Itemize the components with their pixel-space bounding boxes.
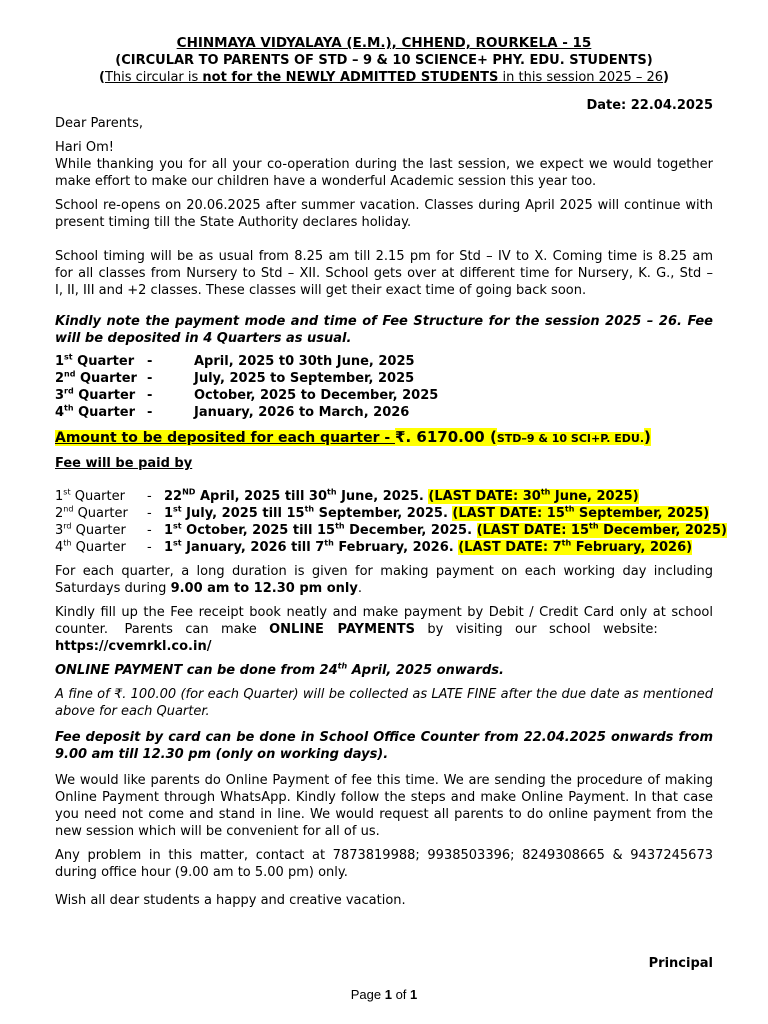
online-payment-note: ONLINE PAYMENT can be done from 24th April, 2025 onwards. [55,661,504,678]
fee-note-line2: will be deposited in 4 Quarters as usual. [55,331,352,346]
amount-line: Amount to be deposited for each quarter - ₹. 6170.00 (STD–9 & 10 SCI+P. EDU.) [55,428,651,446]
fine-note-line1: A fine of ₹. 100.00 (for each Quarter) will be collected as LATE FINE after the due date as mentioned [55,687,713,702]
para6-line3: you need not come and stand in line. We would request all parents to do online payment from the [55,807,713,822]
para6-line1: We would like parents do Online Payment of fee this time. We are sending the procedure of making [55,773,713,788]
page-footer: Page 1 of 1 [350,987,418,1002]
last-date-badge: (LAST DATE: 15th December, 2025) [476,521,727,538]
last-date-badge: (LAST DATE: 15th September, 2025) [452,504,710,521]
fine-note-line2: above for each Quarter. [55,704,210,719]
para3-line3: I, II, III and +2 classes. These classes will get their exact time of going back soon. [55,283,587,298]
salutation: Dear Parents, [55,116,143,131]
para5-line1: Kindly fill up the Fee receipt book neatly and make payment by Debit / Credit Card only at school [55,605,713,620]
fee-paid-by-heading: Fee will be paid by [55,456,193,471]
signature: Principal [648,956,713,971]
card-note-line2: 9.00 am till 12.30 pm (only on working days). [55,747,389,762]
para7-line1: Any problem in this matter, contact at 7873819988; 9938503396; 8249308665 & 9437245673 [55,848,713,863]
para2-line1: School re-opens on 20.06.2025 after summer vacation. Classes during April 2025 will continue with [55,198,713,213]
para3-line1: School timing will be as usual from 8.25 am till 2.15 pm for Std – IV to X. Coming time is 8.25 am [55,249,713,264]
para3-line2: for all classes from Nursery to Std – XII. School gets over at different time for Nursery, K. G., Std – [55,266,713,281]
para6-line4: new session which will be convenient for all of us. [55,824,380,839]
para1-line2: make effort to make our children have a wonderful Academic session this year too. [55,174,597,189]
last-date-badge: (LAST DATE: 7th February, 2026) [458,538,693,555]
closing-wish: Wish all dear students a happy and creative vacation. [55,893,406,908]
para5-line2: counter. Parents can make ONLINE PAYMENTS by visiting our school website: [55,622,658,637]
circular-page: CHINMAYA VIDYALAYA (E.M.), CHHEND, ROURKELA - 15 (CIRCULAR TO PARENTS OF STD – 9 & 10 SCIENCE+ PHY. EDU. STUDENTS) (This circular is not for the NEWLY ADMITTED STUDENTS in this session 2025 – 26) Date: 22.04.2025 Dear Parents, Hari Om! While thanking you for all your co-operation during the last session, we expect we would together make effort to make our children have a wonderful Academic session this year too. School re-opens on 20.06.2025 after summer vacation. Classes during April 2025 will continue with present timing till the State Authority declares holiday. School timing will be as usual from 8.25 am till 2.15 pm for Std – IV to X. Coming time is 8.25 am for all classes from Nursery to Std – XII. School gets over at different time for Nursery, K. G., Std – I, II, III and +2 classes. These classes will get their exact time of going back soon. Kindly note the payment mode and time of Fee Structure for the session 2025 – 26. Fee will be deposited in 4 Quarters as usual. 1st Quarter - April, 2025 t0 30th June, 2025 2nd Quarter - July, 2025 to September, 2025 3rd Quarter - October, 2025 to December, 2025 4th Quarter - January, 2026 to March, 2026 Amount to be deposited for each quarter - ₹. 6170.00 (STD–9 & 10 SCI+P. EDU.) Fee will be paid by 1st Quarter - 22ND April, 2025 till 30th June, 2025. (LAST DATE: 30th June, 2025) 2nd Quarter - 1st July, 2025 till 15th September, 2025. (LAST DATE: 15th September, 2025) 3rd Quarter - 1st October, 2025 till 15th December, 2025. (LAST DATE: 15th December, 2025) 4th Quarter - 1st January, 2026 till 7th February, 2026. (LAST DATE: 7th February, 2026) For each quarter, a long duration is given for making payment on each working day including Saturdays during 9.00 am to 12.30 pm only. Kindly fill up the Fee receipt book neatly and make payment by Debit / Credit Card only at school counter. Parents can make ONLINE PAYMENTS by visiting our school website: https://cvemrkl.co.in/ ONLINE PAYMENT can be done from 24th April, 2025 onwards. A fine of ₹. 100.00 (for each Quarter) will be collected as LATE FINE after the due date as mentioned above for each Quarter. Fee deposit by card can be done in School Office Counter from 22.04.2025 onwards from 9.00 am till 12.30 pm (only on working days). We would like parents do Online Payment of fee this time. We are sending the procedure of making Online Payment through WhatsApp. Kindly follow the steps and make Online Payment. In that case you need not come and stand in line. We would request all parents to do online payment from the new session which will be convenient for all of us. Any problem in this matter, contact at 7873819988; 9938503396; 8249308665 & 9437245673 during office hour (9.00 am to 5.00 pm) only. Wish all dear students a happy and creative vacation. Principal Page 1 of 1 [0,0,768,1024]
para6-line2: Online Payment through WhatsApp. Kindly follow the steps and make Online Payment. In that case [55,790,713,805]
amount-value: ₹. 6170.00 ( [395,428,497,446]
para1-line1: While thanking you for all your co-operation during the last session, we expect we would together [55,157,713,172]
greeting: Hari Om! [55,140,114,155]
para4-line2: Saturdays during 9.00 am to 12.30 pm only. [55,581,362,596]
circular-note: (This circular is not for the NEWLY ADMITTED STUDENTS in this session 2025 – 26) [98,70,669,85]
fee-note-line1: Kindly note the payment mode and time of Fee Structure for the session 2025 – 26. Fee [55,314,713,329]
amount-label: Amount to be deposited for each quarter - [55,430,396,446]
circular-date: Date: 22.04.2025 [586,98,713,113]
para4-line1: For each quarter, a long duration is given for making payment on each working day including [55,564,713,579]
school-website-link[interactable]: https://cvemrkl.co.in/ [55,639,212,654]
circular-title: (CIRCULAR TO PARENTS OF STD – 9 & 10 SCIENCE+ PHY. EDU. STUDENTS) [115,53,653,68]
amount-std: STD–9 & 10 SCI+P. EDU. [496,432,645,445]
last-date-badge: (LAST DATE: 30th June, 2025) [428,487,639,504]
para7-line2: during office hour (9.00 am to 5.00 pm) only. [55,865,348,880]
school-name: CHINMAYA VIDYALAYA (E.M.), CHHEND, ROURKELA - 15 [176,35,592,51]
card-note-line1: Fee deposit by card can be done in School Office Counter from 22.04.2025 onwards from [55,730,713,745]
para2-line2: present timing till the State Authority declares holiday. [55,215,412,230]
